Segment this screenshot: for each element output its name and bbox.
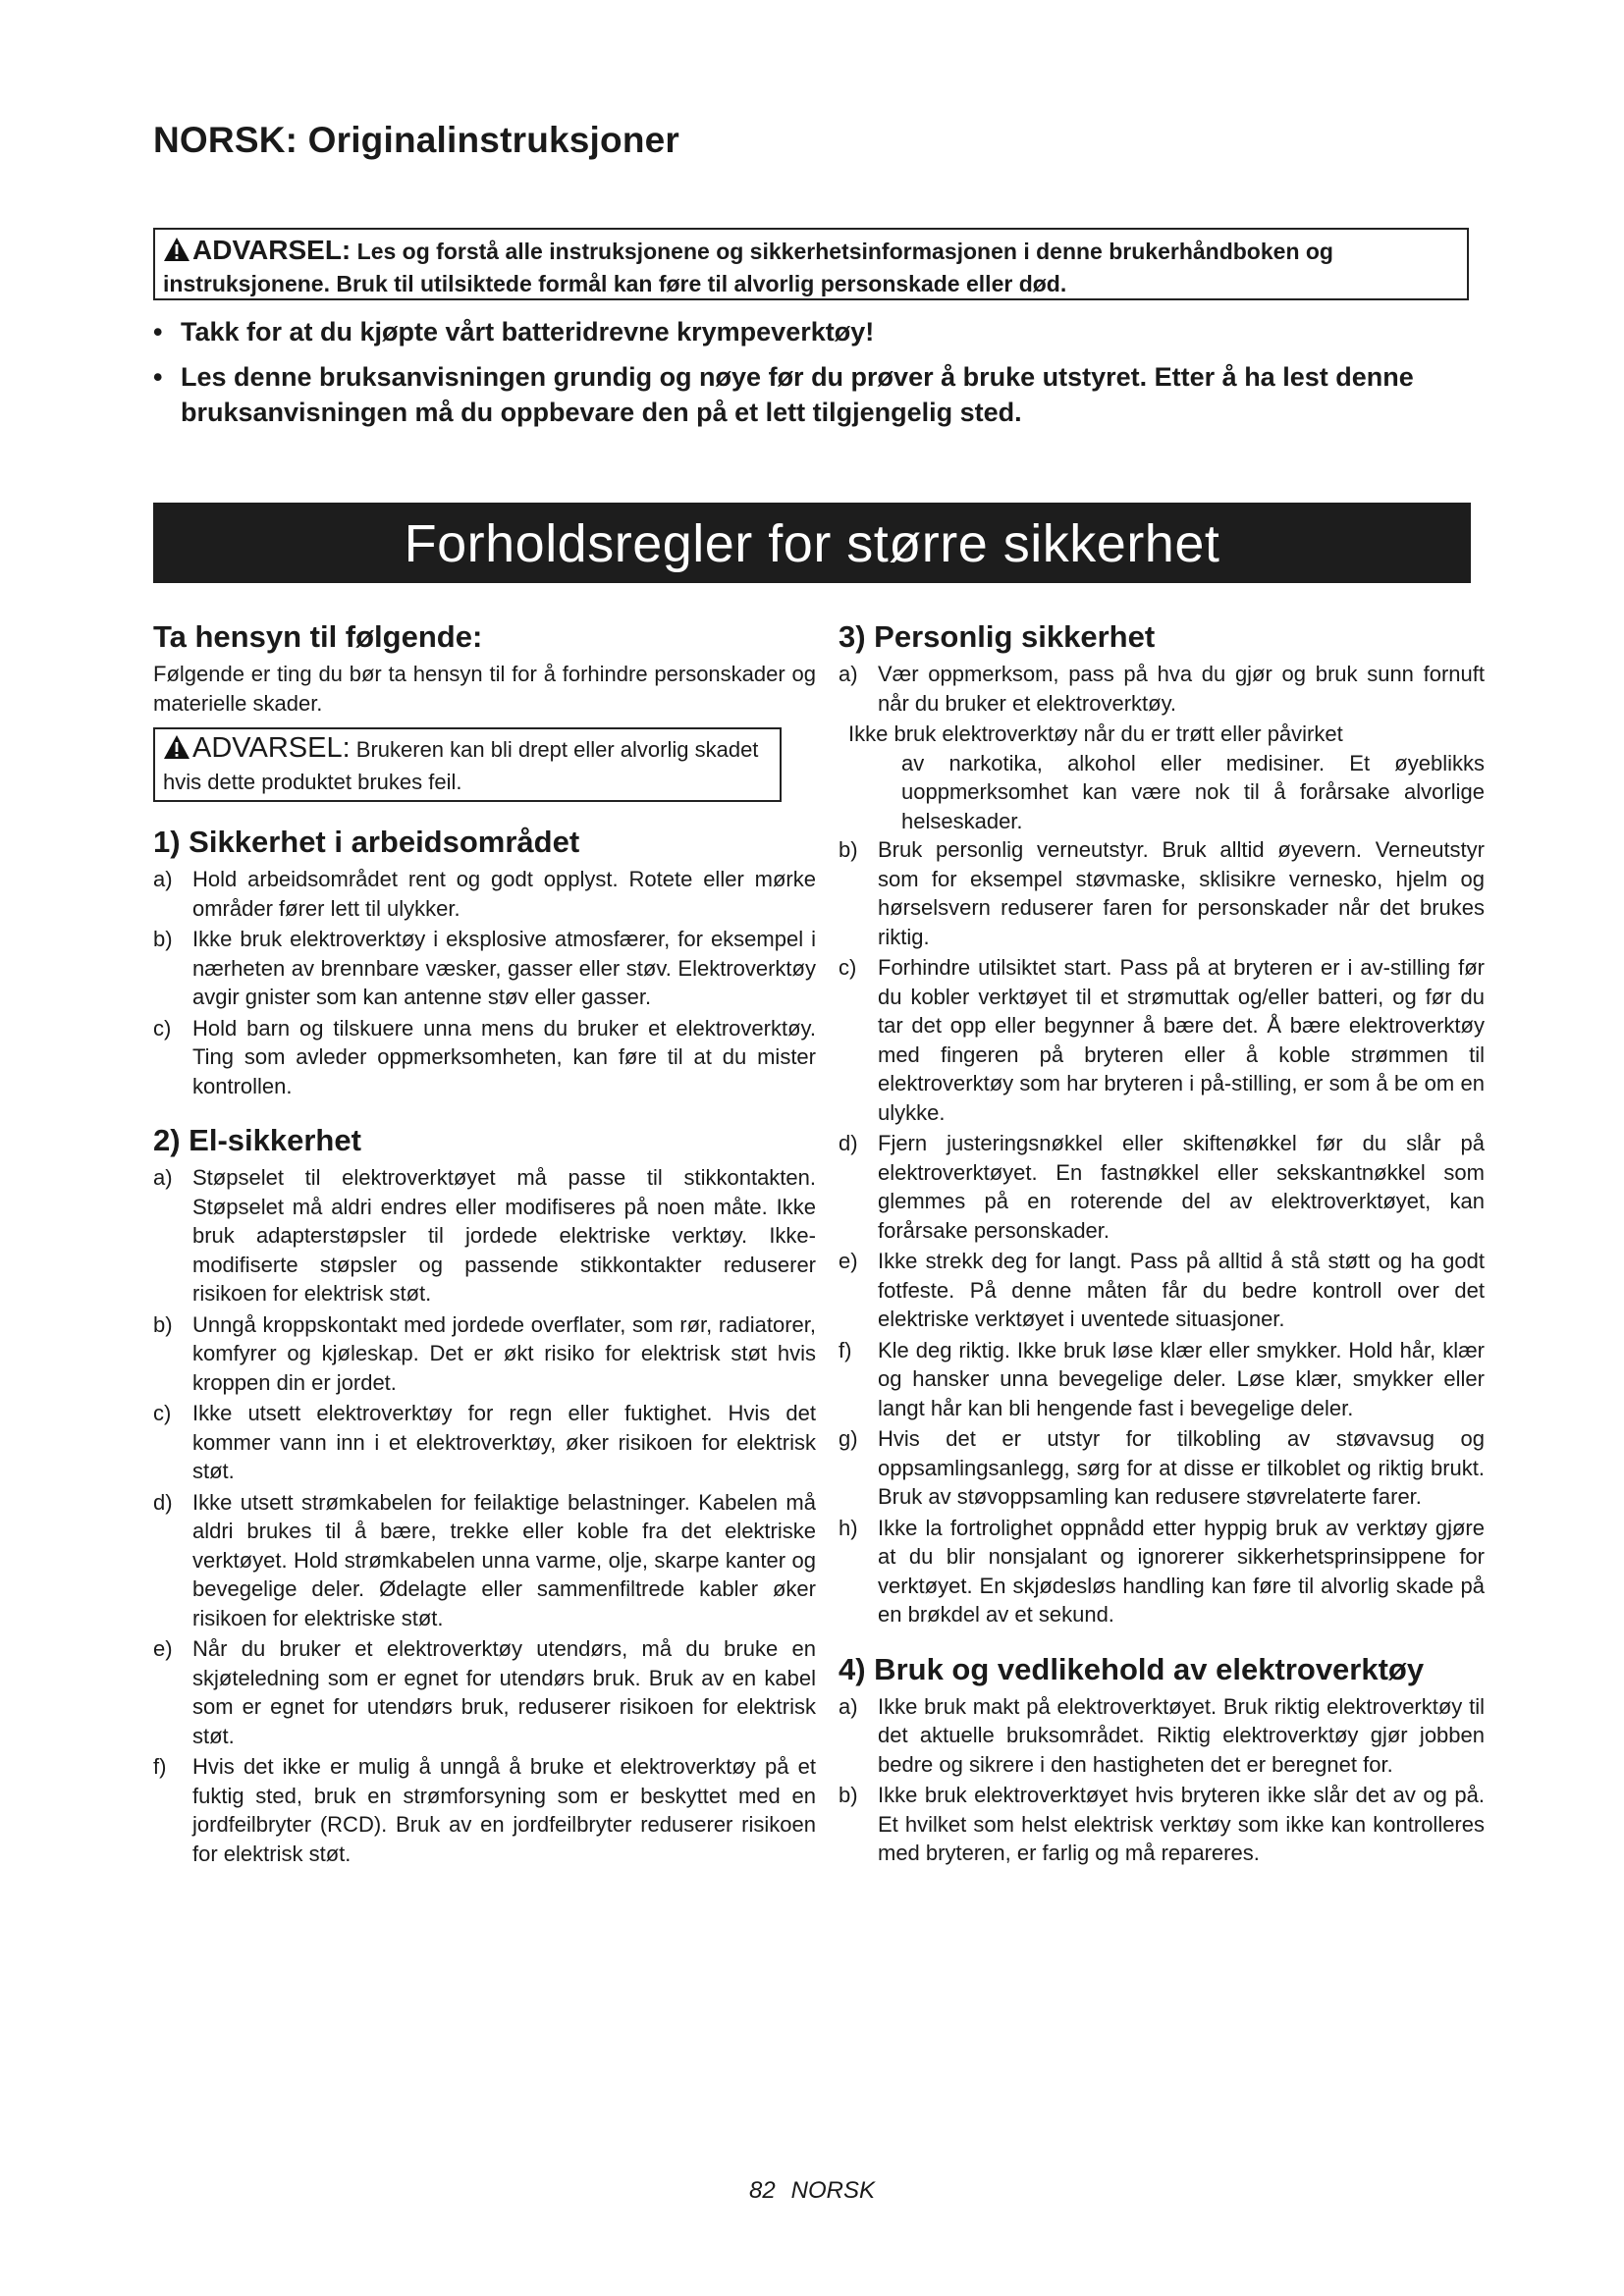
list-item: d) Fjern justeringsnøkkel eller skiftenøkkel før du slår på elektroverktøyet. En fastnøkkel eller sekskantnøkkel som glemmes på en roterende del av elektroverktøyet, kan forårsake personskader. [839, 1131, 1485, 1243]
list-item: b) Ikke bruk elektroverktøy i eksplosive atmosfærer, for eksempel i nærheten av brennbare væsker, gasser eller støv. Elektroverktøy avgir gnister som kan antenne støv eller gasser. [153, 927, 816, 1009]
list-item: e) Når du bruker et elektroverktøy utendørs, må du bruke en skjøteledning som er egnet for utendørs bruk. Bruk av en kabel som er egnet for utendørs bruk, reduserer risikoen for elektrisk støt. [153, 1636, 816, 1748]
list-item: a) Ikke bruk makt på elektroverktøyet. Bruk riktig elektroverktøy til det aktuelle bruksområdet. Riktig elektroverktøy gjør jobben bedre og sikrere i den hastigheten det er beregnet for. [839, 1693, 1485, 1777]
list-item: d) Ikke utsett strømkabelen for feilaktige belastninger. Kabelen må aldri brukes til å bære, trekke eller koble fra det elektriske verktøyet. Hold strømkabelen unna varme, olje, skarpe kanter og bevegelige deler. Ødelagte eller sammenfiltrede kabler øker risikoen for elektriske støt. [153, 1489, 816, 1630]
list-item: g) Hvis det er utstyr for tilkobling av støvavsug og oppsamlingsanlegg, sørg for at disse er tilkoblet og riktig brukt. Bruk av støvoppsamling kan redusere støvrelaterte farer. [839, 1426, 1485, 1509]
list-item: c) Hold barn og tilskuere unna mens du bruker et elektroverktøy. Ting som avleder oppmerksomheten, kan føre til at du mister kontrollen. [153, 1015, 816, 1098]
list-item: b) Unngå kroppskontakt med jordede overflater, som rør, radiatorer, komfyrer og kjøleskap. Det er økt risiko for elektrisk støt hvis kroppen din er jordet. [153, 1311, 816, 1395]
list-item: b) Ikke bruk elektroverktøyet hvis bryteren ikke slår det av og på. Et hvilket som helst elektrisk verktøy som ikke kan kontrolleres med bryteren, er farlig og må repareres. [839, 1783, 1485, 1865]
list-item: f) Hvis det ikke er mulig å unngå å bruke et elektroverktøy på et fuktig sted, bruk en strømforsyning som er beskyttet med en jordfeilbryter (RCD). Bruk av en jordfeilbryter reduserer risikoen for elektrisk støt. [153, 1754, 816, 1866]
list-item: a) Vær oppmerksom, pass på hva du gjør og bruk sunn fornuft når du bruker et elektroverktøy. [839, 662, 1485, 716]
page-footer [0, 2177, 1624, 2205]
page-title: NORSK: Originalinstruksjoner [153, 120, 680, 160]
warning-triangle-icon [163, 237, 190, 269]
list-item: a) Støpselet til elektroverktøyet må passe til stikkontakten. Støpselet må aldri endres eller modifiseres på noen måte. Ikke bruk adapterstøpsler til jordede elektriske verktøy. Ikke-modifiserte støpsler og passende stikkontakter reduserer risikoen for elektrisk støt. [153, 1165, 816, 1306]
warning-text: Brukeren kan bli drept eller alvorlig skadet hvis dette produktet brukes feil. [163, 737, 759, 794]
list-item: e) Ikke strekk deg for langt. Pass på alltid å stå støtt og ha godt fotfeste. På denne måten får du bedre kontroll over det elektriske verktøyet i uventede situasjoner. [839, 1249, 1485, 1331]
list-item: b) Bruk personlig verneutstyr. Bruk alltid øyevern. Verneutstyr som for eksempel støvmaske, sklisikre vernesko, hjelm og hørselsvern reduserer faren for personskader når det brukes riktig. [839, 837, 1485, 949]
intro-text: Følgende er ting du bør ta hensyn til for å forhindre personskader og materielle skader. [153, 662, 816, 716]
footer-language: NORSK [790, 2177, 876, 2204]
section4-heading: 4) Bruk og vedlikehold av elektroverktøy [839, 1651, 1425, 1686]
bullet-item: • Takk for at du kjøpte vårt batteridrevne krympeverktøy! [153, 317, 875, 347]
intro-bullets [153, 314, 1474, 440]
warning-label: ADVARSEL: [192, 235, 352, 265]
list-item: f) Kle deg riktig. Ikke bruk løse klær eller smykker. Hold hår, klær og hansker unna bevegelige deler. Løse klær, smykker eller langt hår kan bli hengende fast i bevegelige deler. [839, 1337, 1485, 1420]
warning-triangle-icon [163, 734, 190, 768]
list-item: h) Ikke la fortrolighet oppnådd etter hyppig bruk av verktøy gjøre at du blir nonsjalant og ignorerer sikkerhetsprinsippene for verktøyet. En skjødesløs handling kan føre til alvorlig skade på en brøkdel av et sekund. [839, 1515, 1485, 1627]
intro-heading: Ta hensyn til følgende: [153, 619, 483, 654]
section-banner: Forholdsregler for større sikkerhet [153, 503, 1471, 583]
list-item: a) Hold arbeidsområdet rent og godt opplyst. Rotete eller mørke områder fører lett til ulykker. [153, 867, 816, 921]
section1-heading: 1) Sikkerhet i arbeidsområdet [153, 825, 580, 859]
warning-text: Les og forstå alle instruksjonene og sikkerhetsinformasjonen i denne brukerhåndboken og instruksjonene. Bruk til utilsiktede formål kan føre til alvorlig personskade eller død. [163, 239, 1333, 296]
section3-heading: 3) Personlig sikkerhet [839, 619, 1156, 654]
page-number: 82 [748, 2177, 776, 2204]
warning-box-small [153, 727, 782, 802]
warning-box-top [153, 228, 1469, 300]
right-column [839, 618, 1485, 1870]
list-item: c) Forhindre utilsiktet start. Pass på at bryteren er i av-stilling før du kobler verktøyet til et strømuttak og/eller batteri, og før du tar det opp eller begynner å bære det. Å bære elektroverktøy med fingeren på bryteren eller å koble strømmen til elektroverktøy som har bryteren i på-stilling, er som å be om en ulykke. [839, 955, 1485, 1125]
list-item: c) Ikke utsett elektroverktøy for regn eller fuktighet. Hvis det kommer vann inn i et elektroverktøy, øker risikoen for elektrisk støt. [153, 1401, 816, 1483]
list-item-continuation: av narkotika, alkohol eller medisiner. Et øyeblikks uoppmerksomhet kan være nok til å forårsake alvorlige helseskader. [901, 750, 1485, 833]
section2-heading: 2) El-sikkerhet [153, 1123, 361, 1157]
list-item-continuation: Ikke bruk elektroverktøy når du er trøtt eller påvirket [848, 721, 1343, 746]
left-column [153, 618, 816, 1870]
warning-label: ADVARSEL: [192, 732, 351, 764]
bullet-item: • Les denne bruksanvisningen grundig og nøye før du prøver å bruke utstyret. Etter å ha lest denne bruksanvisningen må du oppbevare den på et lett tilgjengelig sted. [153, 362, 1414, 427]
